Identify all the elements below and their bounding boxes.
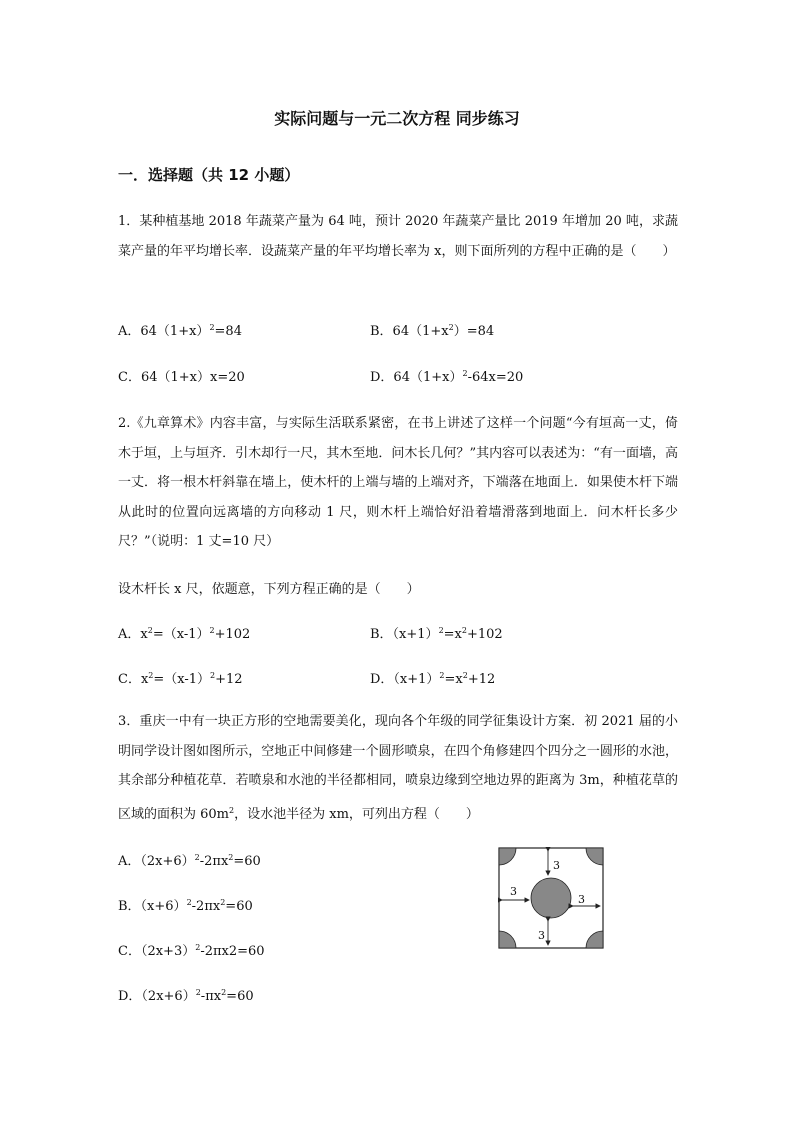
q1-option-a: A．$64(1+x)^2=84$ [118,323,242,339]
q2-option-c: C．$x^2=(x-1)^2+12$ [118,671,243,687]
question-2-stem: 2.《九章算术》内容丰富，与实际生活联系紧密，在书上讲述了这样一个问题“今有垣高一丈，倚木于垣，上与垣齐．引木却行一尺，其木至地．问木长几何？”其内容可以表述为：“有一面墙，高一丈．将一根木杆斜靠在墙上，使木杆的上端与墙的上端对齐，下端落在地面上．如果使木杆下端从此时的位置向远离墙的方向移动 1 尺，则木杆上端恰好沿着墙滑落到地面上．问木杆长多少尺？”（说明：1 丈=10 尺） [118,416,678,549]
question-1-stem: 1．某种植基地 2018 年蔬菜产量为 64 吨，预计 2020 年蔬菜产量比 2019 年增加 20 吨，求蔬菜产量的年平均增长率．设蔬菜产量的年平均增长率为 x，则下面所列的方程中正确的是（ ） [118,214,678,259]
q1-option-c: C．64（1+x）x=20 [118,370,245,385]
q3-option-a: A．$(2x+6)^2-2\pi x^2=60$ [118,853,261,869]
q1-option-d: D．$64(1+x)^2-64x=20$ [370,369,524,385]
fountain-diagram [498,847,604,949]
distance-label-left: 3 [510,885,517,898]
distance-label-bottom: 3 [538,929,545,942]
q3-option-b: B．$(x+6)^2-2\pi x^2=60$ [118,898,253,914]
section-heading: 一．选择题（共 12 小题） [118,166,300,184]
q3-option-d: D．$(2x+6)^2-\pi x^2=60$ [118,988,254,1004]
q1-option-b: B．$64(1+x^2)=84$ [370,323,495,339]
q2-option-a: A．$x^2=(x-1)^2+102$ [118,626,251,642]
q2-option-b: B．$(x+1)^2=x^2+102$ [370,626,503,642]
distance-label-top: 3 [553,859,560,872]
distance-label-right: 3 [578,893,585,906]
question-3-stem: 3．重庆一中有一块正方形的空地需要美化，现向各个年级的同学征集设计方案．初 2021 届的小明同学设计图如图所示，空地正中间修建一个圆形喷泉，在四个角修建四个四分之一圆形的水池，其余部分种植花草．若喷泉和水池的半径都相同，喷泉边缘到空地边界的距离为 3m，种植花草的区域的面积为 $60m^2$，设水池半径为 xm，可列出方程（ ） [118,714,678,822]
central-fountain [531,878,571,918]
question-2-prompt: 设木杆长 x 尺，依题意，下列方程正确的是（ ） [118,582,420,597]
q2-option-d: D．$(x+1)^2=x^2+12$ [370,671,496,687]
page-title: 实际问题与一元二次方程 同步练习 [274,109,520,128]
q3-option-c: C．$(2x+3)^2-2\pi x2=60$ [118,943,265,959]
